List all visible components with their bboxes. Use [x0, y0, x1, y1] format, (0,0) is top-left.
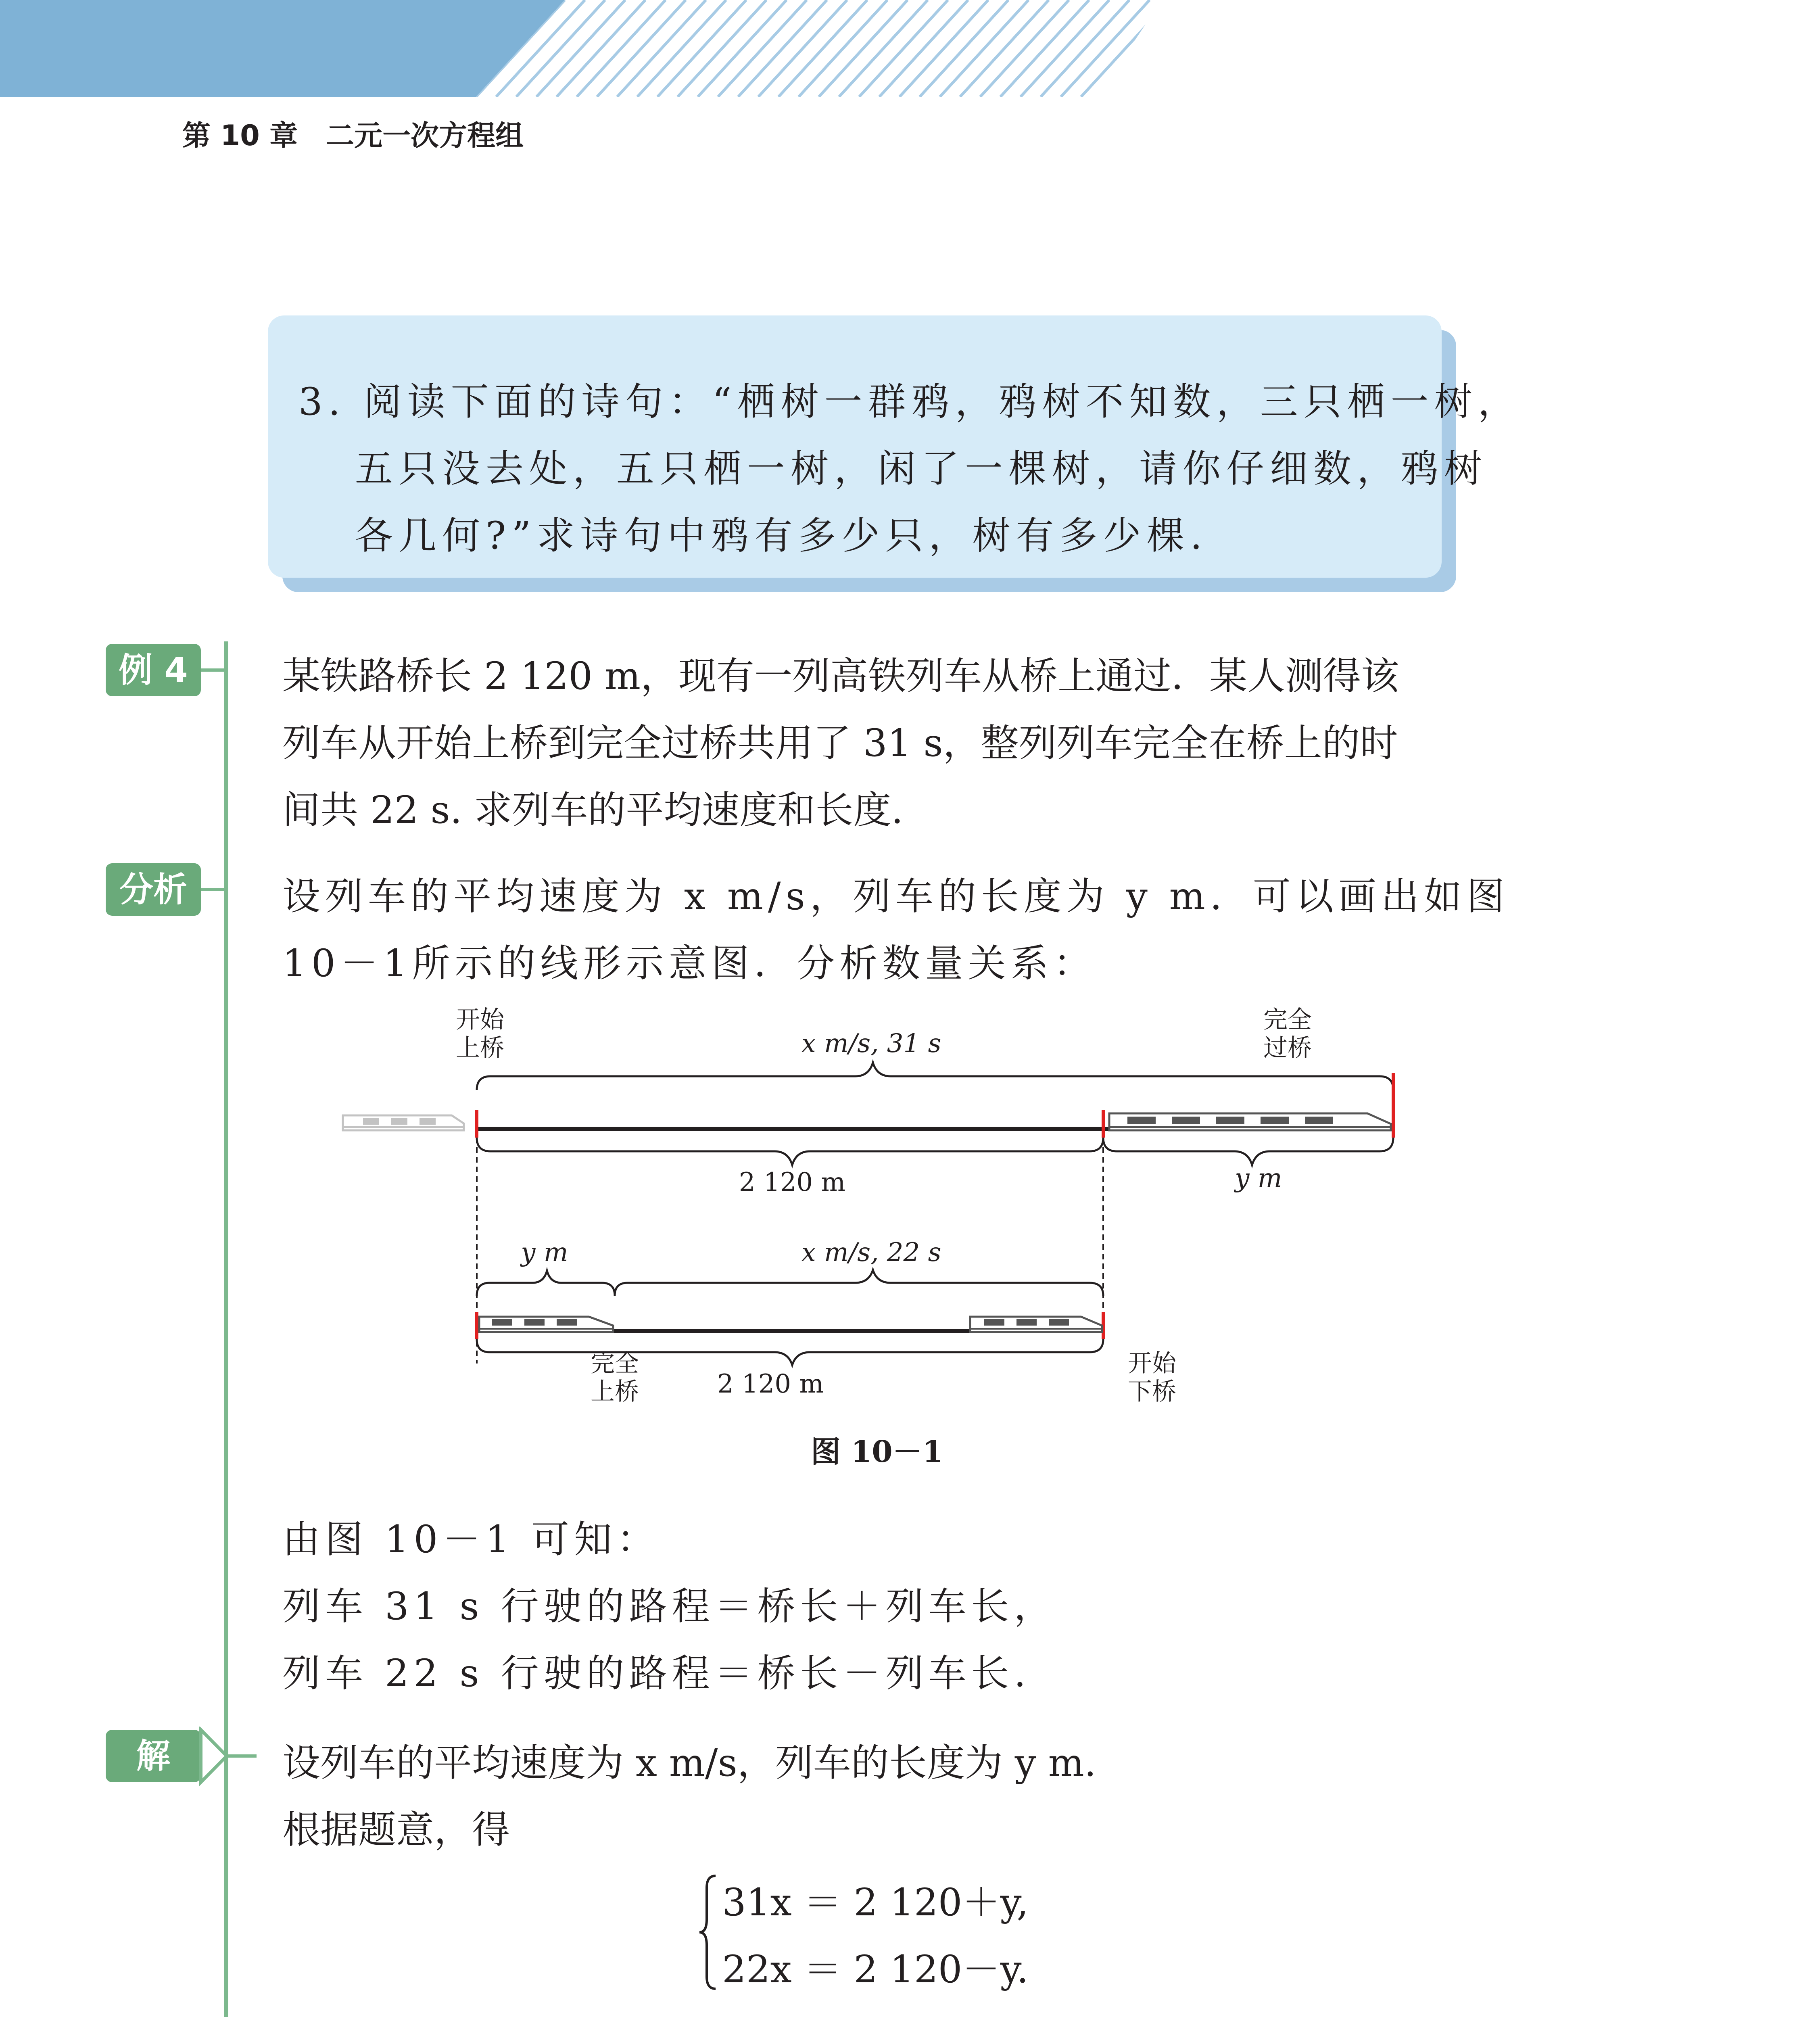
top-start-label-1: 开始	[456, 1006, 504, 1034]
header-banner	[0, 0, 1820, 97]
ghost-train	[343, 1115, 464, 1130]
top-speed-label: x m/s, 31 s	[801, 1029, 941, 1059]
deduction-line-3: 列车 22 s 行驶的路程＝桥长－列车长.	[282, 1652, 1031, 1695]
bottom-start-off-label-1: 开始	[1128, 1349, 1176, 1378]
example-tag-connector	[201, 668, 226, 672]
solution-line-1: 设列车的平均速度为 x m/s，列车的长度为 y m.	[282, 1741, 1096, 1785]
top-bridge-length-label: 2 120 m	[739, 1167, 846, 1197]
analysis-tag-connector	[201, 888, 226, 891]
margin-guide-line	[224, 641, 228, 2017]
deduction-line-1: 由图 10－1 可知：	[282, 1518, 660, 1562]
exercise-line-1: 3. 阅读下面的诗句：“栖树一群鸦，鸦树不知数，三只栖一树，	[298, 380, 1522, 424]
example-line-2: 列车从开始上桥到完全过桥共用了 31 s，整列列车完全在桥上的时	[282, 721, 1398, 765]
deduction-line-2: 列车 31 s 行驶的路程＝桥长＋列车长，	[282, 1585, 1057, 1629]
bottom-speed-label: x m/s, 22 s	[801, 1238, 941, 1267]
top-end-label-2: 过桥	[1263, 1034, 1312, 1062]
example-line-3: 间共 22 s. 求列车的平均速度和长度.	[282, 788, 904, 832]
exercise-line-3: 各几何?”求诗句中鸦有多少只，树有多少棵.	[355, 514, 1208, 558]
figure-caption: 图 10－1	[811, 1434, 943, 1469]
bottom-bridge-length-label: 2 120 m	[717, 1369, 824, 1399]
bottom-full-on-label-2: 上桥	[591, 1378, 639, 1406]
exercise-line-2: 五只没去处，五只栖一树，闲了一棵树，请你仔细数，鸦树	[355, 447, 1488, 491]
bottom-train-length-label: y m	[521, 1238, 568, 1267]
analysis-line-2: 10－1所示的线形示意图．分析数量关系：	[282, 942, 1096, 986]
bottom-full-on-label-1: 完全	[591, 1349, 639, 1378]
top-start-label-2: 上桥	[456, 1034, 504, 1062]
train-icon-top	[1109, 1113, 1391, 1130]
chapter-title: 第 10 章 二元一次方程组	[182, 119, 524, 152]
equation-2: 22x ＝ 2 120－y.	[722, 1948, 1029, 1992]
train-icon-bottom-right	[970, 1317, 1102, 1332]
example-line-1: 某铁路桥长 2 120 m，现有一列高铁列车从桥上通过．某人测得该	[282, 654, 1399, 698]
system-brace-1	[698, 1872, 722, 1993]
equation-1: 31x ＝ 2 120＋y,	[722, 1881, 1029, 1925]
solution-tag: 解	[136, 1736, 170, 1776]
example-tag: 例 4	[106, 644, 201, 696]
analysis-line-1: 设列车的平均速度为 x m/s，列车的长度为 y m．可以画出如图	[282, 875, 1509, 919]
top-end-label-1: 完全	[1263, 1006, 1312, 1034]
bottom-start-off-label-2: 下桥	[1128, 1378, 1176, 1406]
train-icon-bottom-left	[479, 1317, 613, 1332]
analysis-tag: 分析	[106, 863, 201, 916]
solution-line-2: 根据题意，得	[282, 1808, 510, 1852]
train-bridge-diagram	[331, 1000, 1420, 1420]
top-train-length-label: y m	[1235, 1163, 1282, 1193]
